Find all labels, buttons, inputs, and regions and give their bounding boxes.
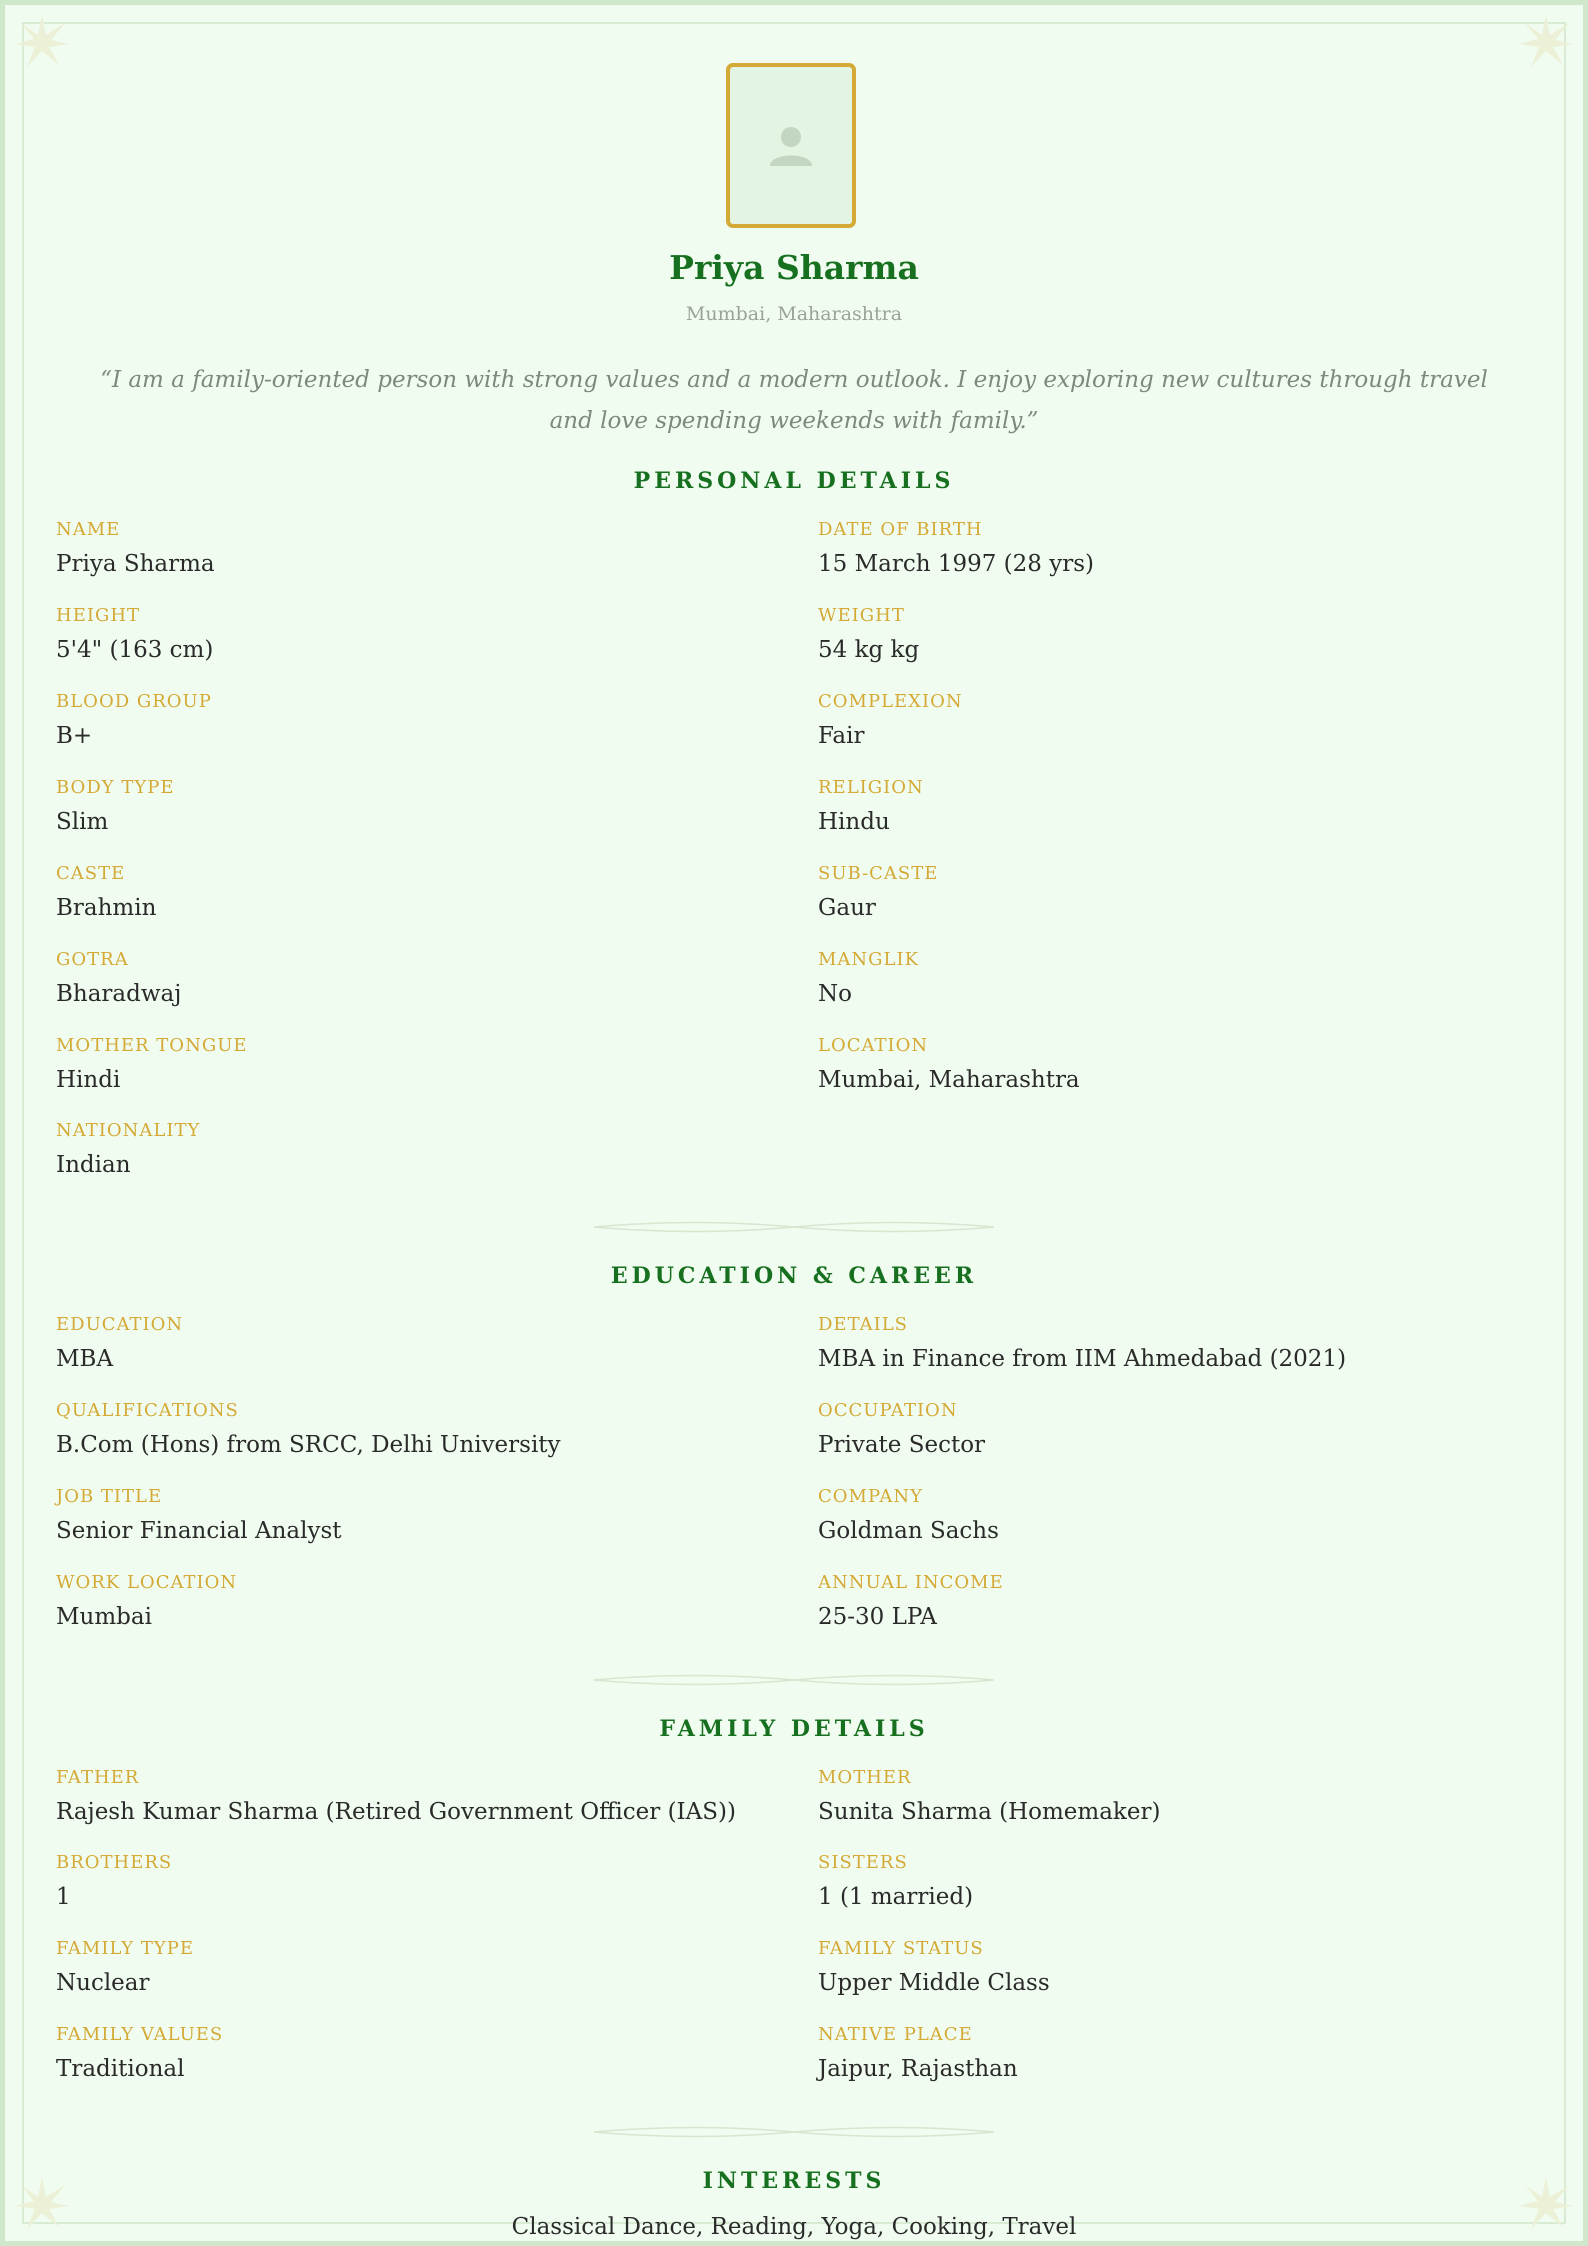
section-title-interests: INTERESTS <box>702 2168 886 2194</box>
field-value: MBA in Finance from IIM Ahmedabad (2021) <box>818 1346 1347 1372</box>
inner-border <box>22 22 1566 2224</box>
field-label: COMPLEXION <box>818 691 963 712</box>
field-label: WORK LOCATION <box>56 1572 238 1593</box>
star-ornament-icon <box>13 13 71 71</box>
field-value: Sunita Sharma (Homemaker) <box>818 1799 1161 1825</box>
field-label: EDUCATION <box>56 1314 184 1335</box>
field-label: SISTERS <box>818 1852 908 1873</box>
field-label: BLOOD GROUP <box>56 691 212 712</box>
field-value: Brahmin <box>56 895 157 921</box>
field-value: 1 <box>56 1884 71 1910</box>
field-label: QUALIFICATIONS <box>56 1400 239 1421</box>
field-value: Gaur <box>818 895 876 921</box>
field-value: Mumbai <box>56 1604 152 1630</box>
field-value: Fair <box>818 723 865 749</box>
field-value: Jaipur, Rajasthan <box>818 2056 1018 2082</box>
field-label: HEIGHT <box>56 605 141 626</box>
field-value: Slim <box>56 809 109 835</box>
field-value: Goldman Sachs <box>818 1518 999 1544</box>
field-label: MANGLIK <box>818 949 920 970</box>
field-value: MBA <box>56 1346 114 1372</box>
field-label: COMPANY <box>818 1486 924 1507</box>
field-label: DATE OF BIRTH <box>818 519 983 540</box>
field-label: WEIGHT <box>818 605 905 626</box>
field-label: FAMILY STATUS <box>818 1938 984 1959</box>
field-label: NAME <box>56 519 121 540</box>
field-value: 15 March 1997 (28 yrs) <box>818 551 1094 577</box>
field-label: GOTRA <box>56 949 129 970</box>
field-value: Rajesh Kumar Sharma (Retired Government Officer (IAS)) <box>56 1799 736 1825</box>
field-value: No <box>818 981 852 1007</box>
field-value: B+ <box>56 723 93 749</box>
flourish-divider <box>594 1673 994 1687</box>
field-value: B.Com (Hons) from SRCC, Delhi University <box>56 1432 561 1458</box>
profile-location: Mumbai, Maharashtra <box>685 303 903 325</box>
field-label: SUB-CASTE <box>818 863 939 884</box>
field-value: 54 kg kg <box>818 637 920 663</box>
field-value: Traditional <box>56 2056 185 2082</box>
field-value: Mumbai, Maharashtra <box>818 1067 1080 1093</box>
field-value: 1 (1 married) <box>818 1884 974 1910</box>
field-label: CASTE <box>56 863 126 884</box>
field-value: 5'4" (163 cm) <box>56 637 214 663</box>
field-value: Indian <box>56 1152 131 1178</box>
profile-quote: “I am a family-oriented person with strong values and a modern outlook. I enjoy exploring new cultures through travel and love spending weekends with family.” <box>100 367 1488 434</box>
field-label: NATIVE PLACE <box>818 2024 973 2045</box>
field-value: Private Sector <box>818 1432 986 1458</box>
field-value: Upper Middle Class <box>818 1970 1050 1996</box>
section-title-education: EDUCATION & CAREER <box>610 1263 978 1289</box>
field-label: DETAILS <box>818 1314 908 1335</box>
field-label: BROTHERS <box>56 1852 173 1873</box>
field-value: 25-30 LPA <box>818 1604 937 1630</box>
interests-list: Classical Dance, Reading, Yoga, Cooking, Travel <box>511 2214 1077 2240</box>
field-label: LOCATION <box>818 1035 929 1056</box>
field-label: NATIONALITY <box>56 1120 201 1141</box>
section-title-family: FAMILY DETAILS <box>659 1716 929 1742</box>
field-label: OCCUPATION <box>818 1400 958 1421</box>
profile-name: Priya Sharma <box>669 248 919 287</box>
field-label: ANNUAL INCOME <box>818 1572 1004 1593</box>
user-placeholder-icon <box>767 122 815 170</box>
profile-photo <box>726 63 856 228</box>
field-label: RELIGION <box>818 777 924 798</box>
field-value: Hindu <box>818 809 890 835</box>
star-ornament-icon <box>1517 13 1575 71</box>
section-title-personal: PERSONAL DETAILS <box>633 468 955 494</box>
flourish-divider <box>594 2125 994 2139</box>
field-value: Bharadwaj <box>56 981 182 1007</box>
field-value: Senior Financial Analyst <box>56 1518 342 1544</box>
field-value: Nuclear <box>56 1970 150 1996</box>
field-label: BODY TYPE <box>56 777 175 798</box>
field-label: MOTHER <box>818 1767 912 1788</box>
field-value: Priya Sharma <box>56 551 215 577</box>
field-value: Hindi <box>56 1067 121 1093</box>
field-label: JOB TITLE <box>56 1486 163 1507</box>
field-label: FAMILY VALUES <box>56 2024 224 2045</box>
field-label: MOTHER TONGUE <box>56 1035 248 1056</box>
field-label: FATHER <box>56 1767 140 1788</box>
flourish-divider <box>594 1220 994 1234</box>
field-label: FAMILY TYPE <box>56 1938 195 1959</box>
